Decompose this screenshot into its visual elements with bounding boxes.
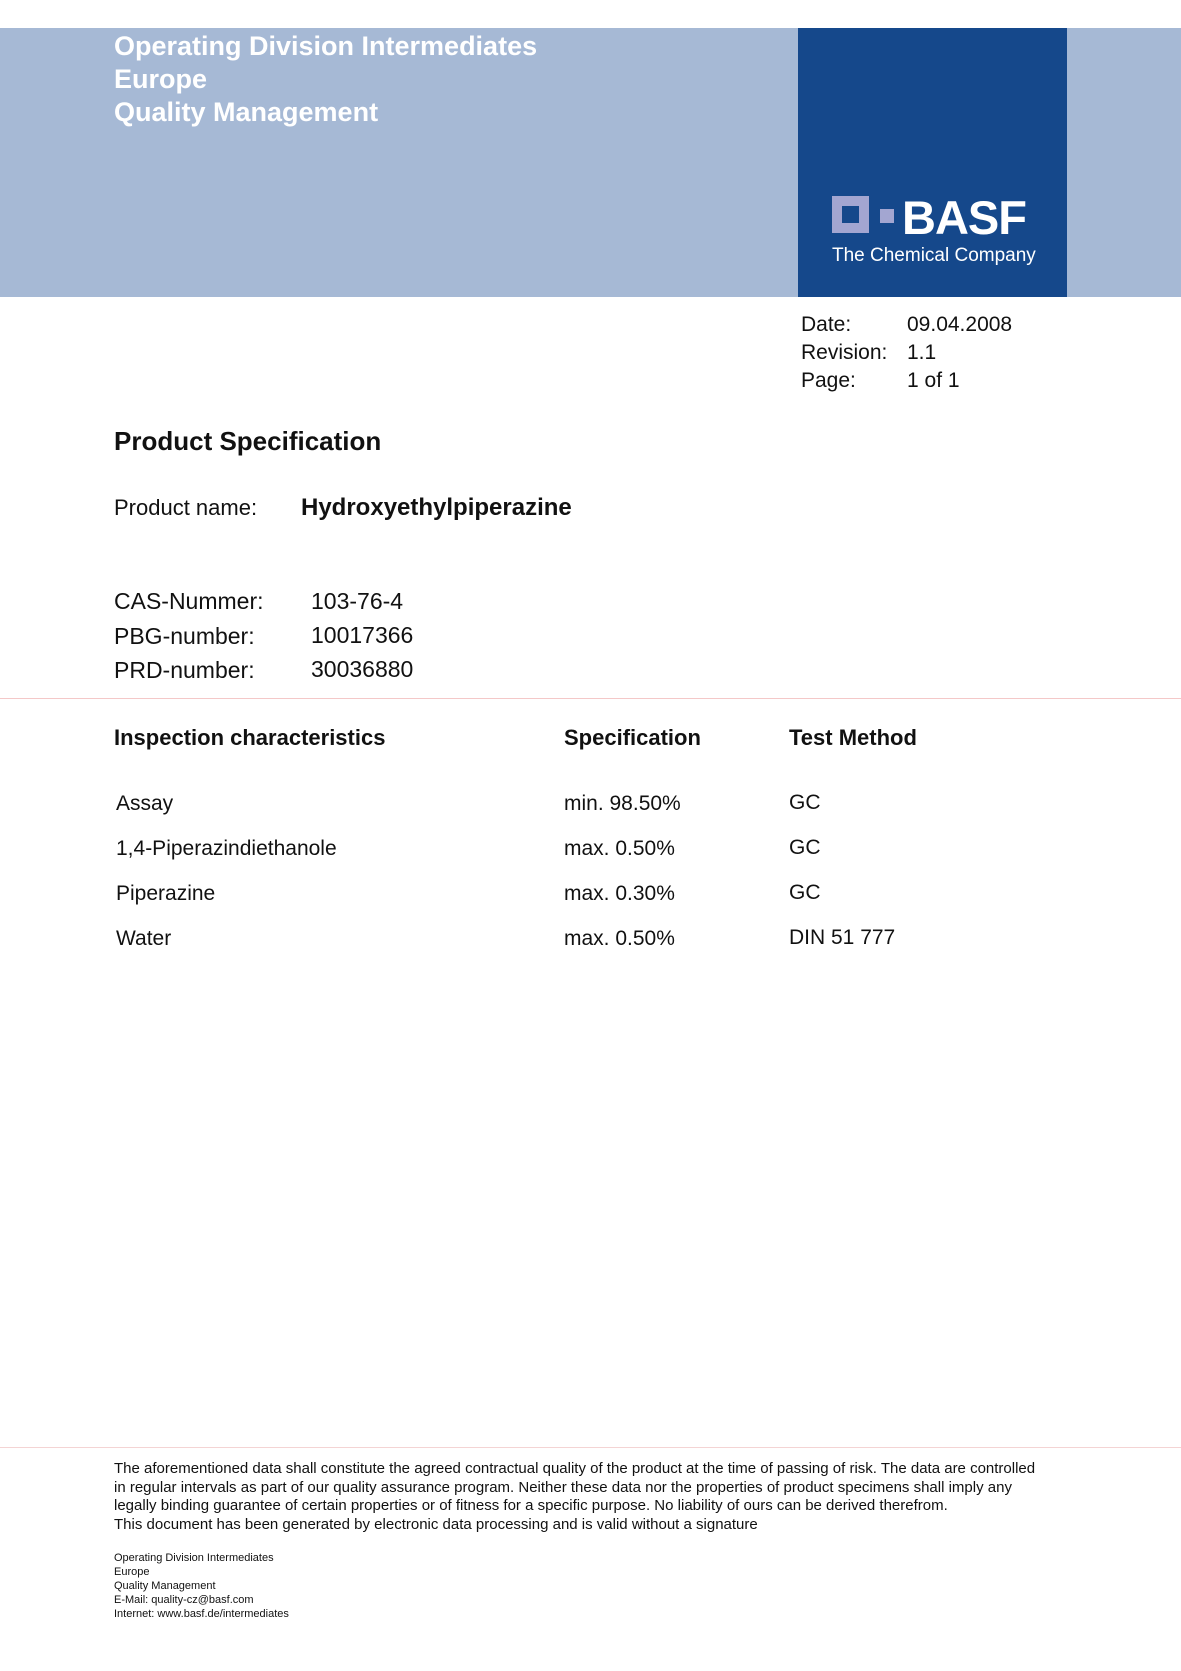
cell: max. 0.50% <box>564 837 675 860</box>
cell: Assay <box>116 792 174 815</box>
column-header: Inspection characteristics <box>114 725 386 750</box>
cell: GC <box>789 791 821 814</box>
date-label: Date: <box>801 313 852 336</box>
date-value: 09.04.2008 <box>907 313 1013 336</box>
logo-tagline: The Chemical Company <box>832 245 1036 266</box>
cell: 1,4-Piperazindiethanole <box>116 837 337 860</box>
logo-square-icon <box>832 196 869 233</box>
cell: min. 98.50% <box>564 792 681 815</box>
page-label: Page: <box>801 369 856 392</box>
header-line: Operating Division Intermediates <box>114 31 538 61</box>
footer-divider <box>0 1447 1181 1448</box>
product-name-value: Hydroxyethylpiperazine <box>301 494 572 521</box>
cell: Water <box>116 927 172 950</box>
logo-dot-icon <box>880 209 894 223</box>
prd-label: PRD-number: <box>114 657 255 683</box>
header-line: Quality Management <box>114 97 379 127</box>
contact-info: Operating Division Intermediates Europe Quality Management E-Mail: quality-cz@basf.com Internet: www.basf.de/intermediates <box>114 1552 289 1620</box>
pbg-value: 10017366 <box>311 622 414 648</box>
disclaimer: The aforementioned data shall constitute the agreed contractual quality of the product at the time of passing of risk. The data are controlled in regular intervals as part of our quality assurance program. Neither these data nor the properties of product specimens shall imply any legally binding guarantee of certain properties or of fitness for a specific purpose. No liability of ours can be derived therefrom. This document has been generated by electronic data processing and is valid without a signature <box>114 1460 1036 1533</box>
page-title: Product Specification <box>114 426 382 456</box>
prd-value: 30036880 <box>311 656 414 682</box>
cas-value: 103-76-4 <box>311 588 404 614</box>
revision-value: 1.1 <box>907 341 937 364</box>
cell: GC <box>789 836 821 859</box>
column-header: Specification <box>564 725 701 750</box>
product-name-label: Product name: <box>114 495 258 520</box>
header-line: Europe <box>114 64 208 94</box>
cell: Piperazine <box>116 882 216 905</box>
revision-label: Revision: <box>801 341 888 364</box>
cell: GC <box>789 881 821 904</box>
logo-text: BASF <box>902 191 1026 244</box>
cas-label: CAS-Nummer: <box>114 588 264 614</box>
pbg-label: PBG-number: <box>114 623 255 649</box>
divider <box>0 698 1181 699</box>
cell: max. 0.30% <box>564 882 675 905</box>
cell: DIN 51 777 <box>789 926 896 949</box>
column-header: Test Method <box>789 725 917 750</box>
page-value: 1 of 1 <box>907 369 960 392</box>
cell: max. 0.50% <box>564 927 675 950</box>
basf-logo-box <box>798 28 1067 297</box>
